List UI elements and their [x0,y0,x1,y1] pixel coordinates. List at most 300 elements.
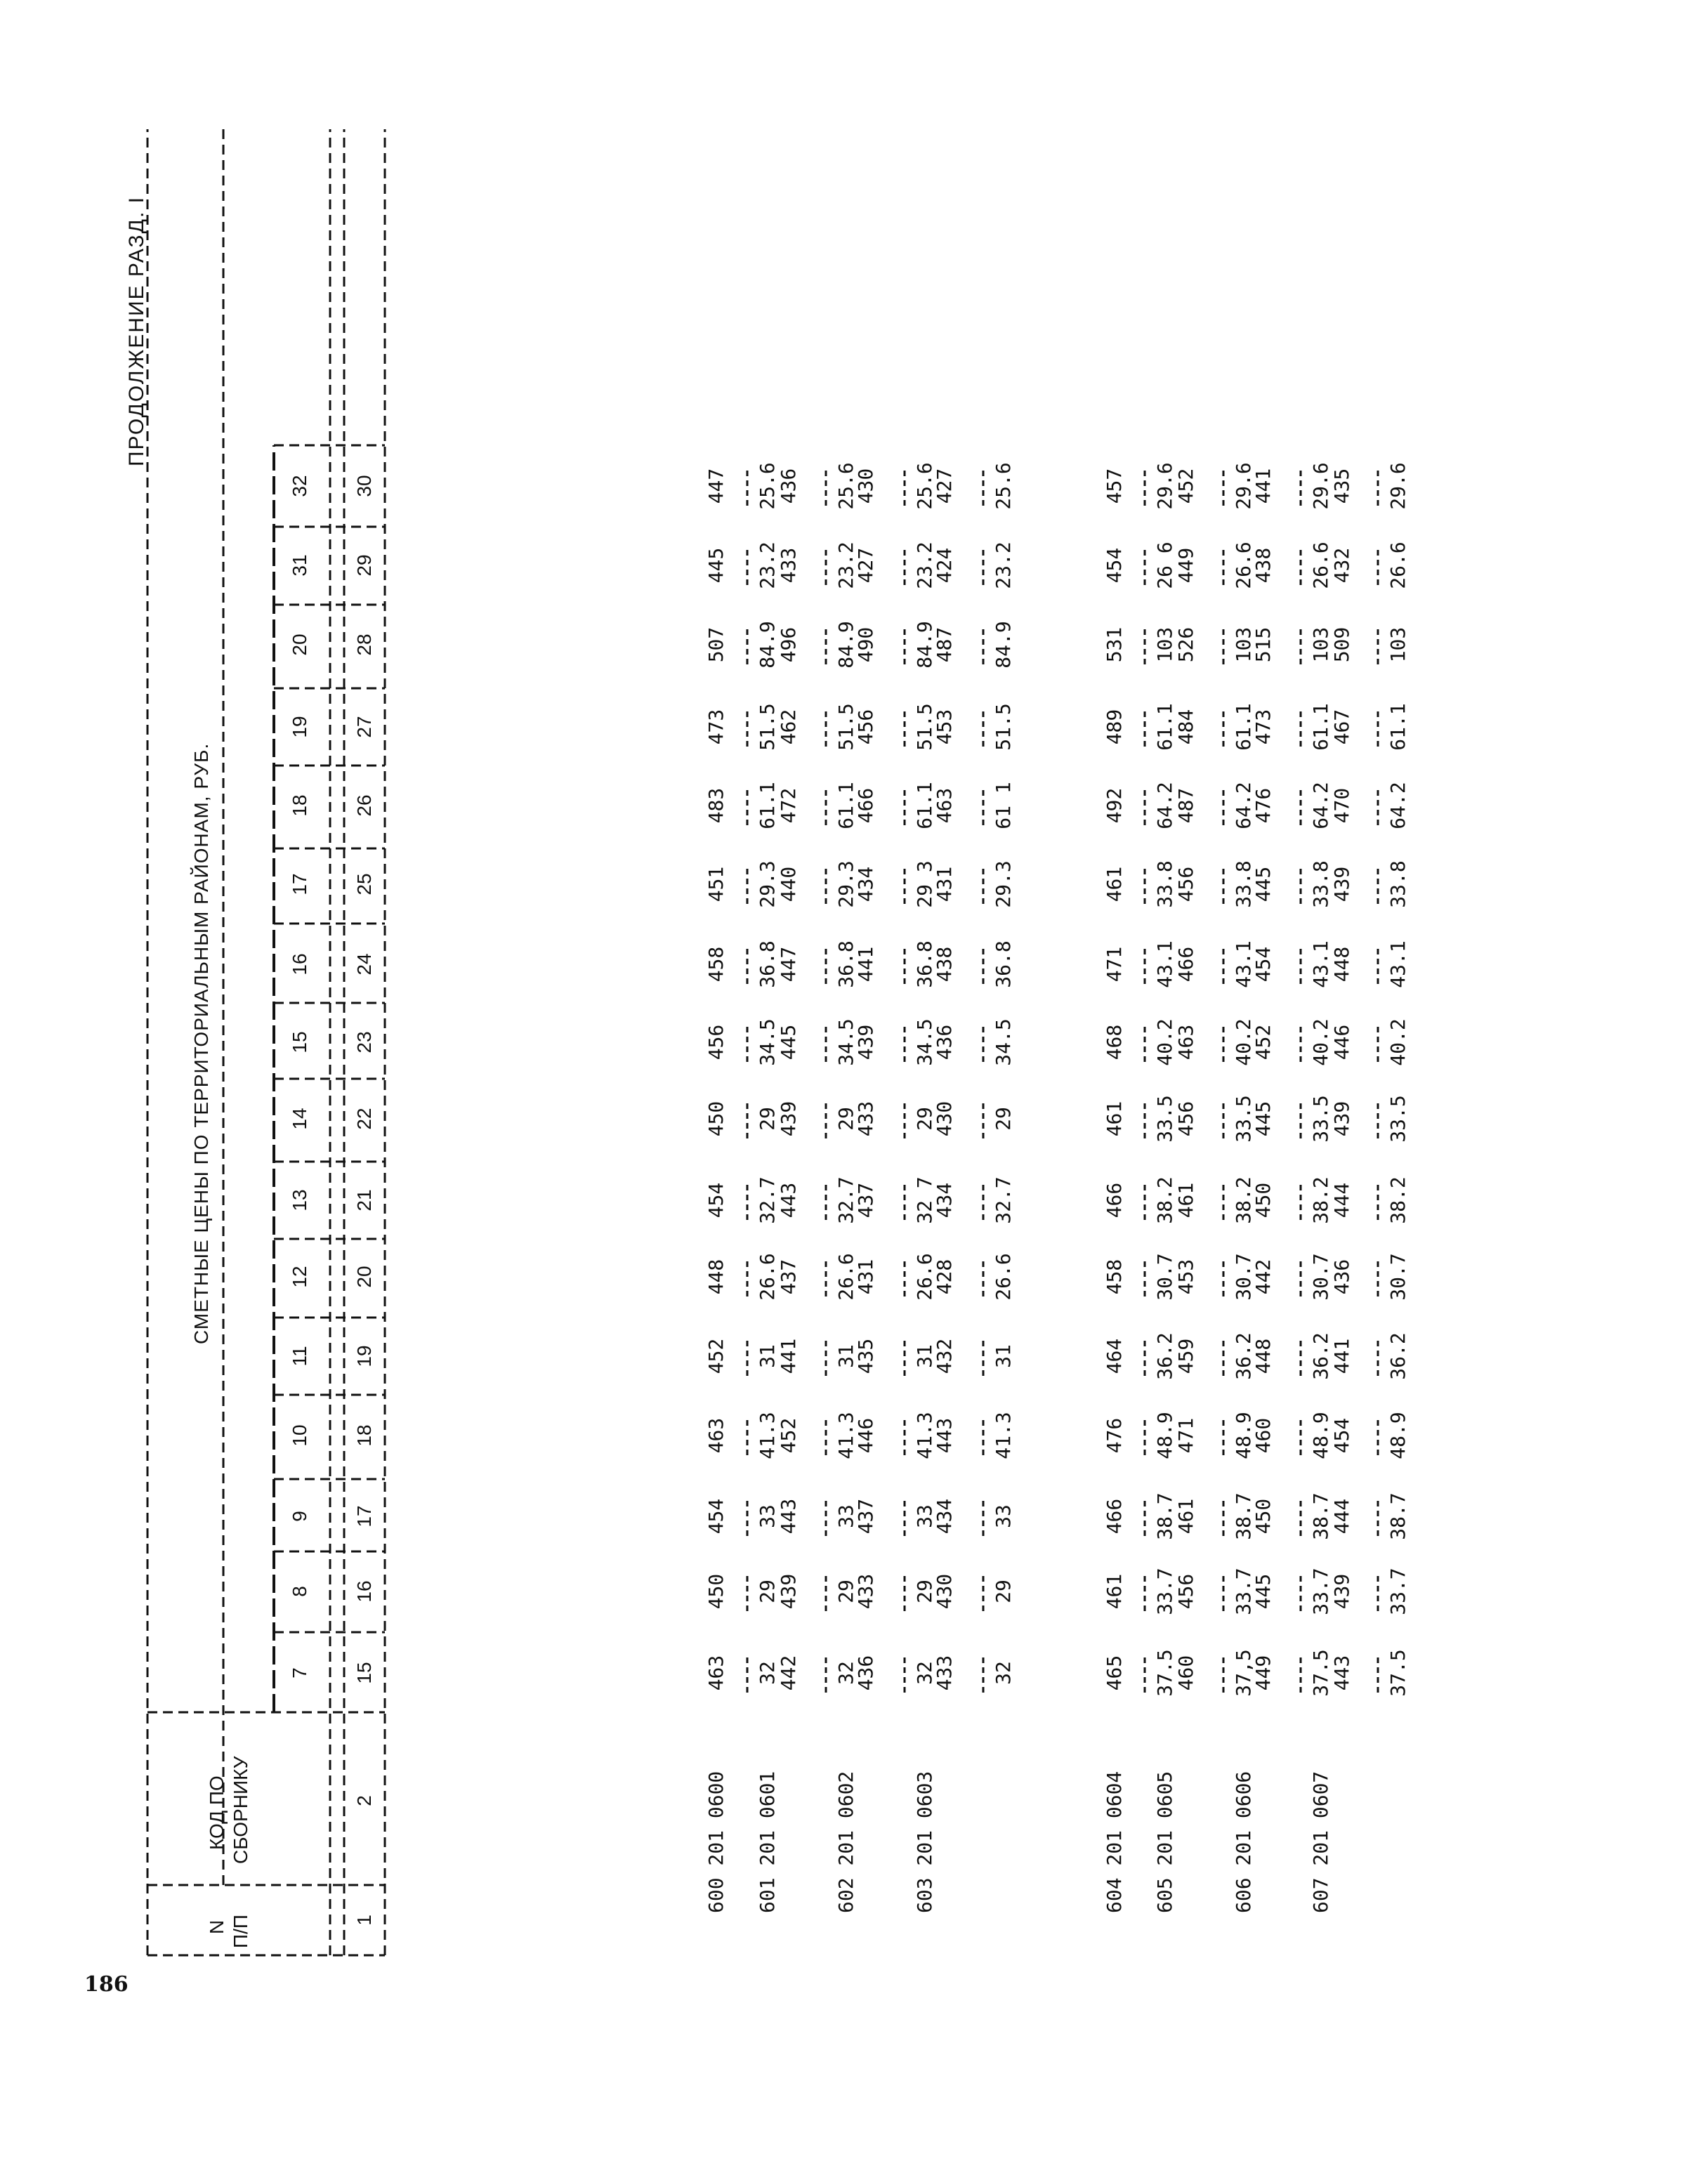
district-number: 31 [289,554,310,577]
price-cell: 451 [704,866,728,902]
price-cell: 32 [756,1661,779,1685]
price-cell: 431 [933,866,956,902]
price-cell: 450 [1252,1498,1275,1535]
price-cell: 40.2 [1232,1018,1255,1066]
district-number: 32 [289,475,310,497]
price-cell: 433 [854,1573,877,1610]
price-cell: 26.6 [1309,541,1332,589]
price-cell: 453 [933,709,956,745]
price-cell: 29 [913,1580,936,1603]
group-title: СМЕТНЫЕ ЦЕНЫ ПО ТЕРРИТОРИАЛЬНЫМ РАЙОНАМ, РУБ. [190,742,212,1344]
price-cell: 515 [1252,626,1275,663]
price-cell: 33.5 [1309,1095,1332,1143]
price-cell: 33 [756,1504,779,1528]
price-cell: 446 [854,1417,877,1454]
price-cell: 29.6 [1153,462,1176,510]
price-cell: 61.1 [756,782,779,829]
header-code-line1: КОД ПО [206,1775,228,1850]
price-cell: 433 [854,1101,877,1137]
price-cell: 443 [933,1417,956,1454]
price-cell: 453 [1174,1259,1197,1295]
price-cell: 445 [704,547,728,584]
price-cell: 36.8 [756,940,779,988]
price-cell: 445 [1252,1573,1275,1610]
price-cell: 433 [777,547,800,584]
price-cell: 435 [854,1338,877,1374]
price-cell: 466 [1103,1182,1126,1219]
price-cell: 61.1 [1309,703,1332,751]
price-cell: 33.5 [1153,1095,1176,1143]
price-cell: 458 [1103,1259,1126,1295]
price-cell: 29 [756,1580,779,1603]
price-cell: 440 [777,866,800,902]
district-number: 7 [289,1667,310,1679]
price-cell: 531 [1103,626,1126,663]
price-cell: 441 [854,946,877,983]
price-cell: 456 [704,1024,728,1061]
price-cell: 48.9 [1232,1412,1255,1459]
price-cell: 103 [1232,626,1255,663]
price-cell: 40.2 [1386,1018,1410,1066]
price-cell: 31 [992,1344,1015,1368]
price-cell: 40.2 [1153,1018,1176,1066]
price-cell: 439 [854,1024,877,1061]
district-number: 18 [289,794,310,817]
price-cell: 424 [933,547,956,584]
header-no-line2: П/П [230,1914,251,1948]
price-cell: 29.6 [1309,462,1332,510]
price-cell: 61.1 [1153,703,1176,751]
price-cell: 25.6 [992,462,1015,510]
price-cell: 461 [1103,1101,1126,1137]
price-cell: 427 [854,547,877,584]
price-cell: 34.5 [992,1018,1015,1066]
price-cell: 33 [992,1504,1015,1528]
price-cell: 32.7 [756,1176,779,1224]
price-cell: 26 6 [1153,541,1176,589]
price-cell: 41.3 [913,1412,936,1459]
price-cell: 33.7 [1386,1568,1410,1615]
price-cell: 32 7 [913,1176,936,1224]
price-cell: 458 [704,946,728,983]
price-cell: 43.1 [1386,940,1410,988]
price-cell: 103 [1386,626,1410,663]
price-cell: 443 [777,1498,800,1535]
price-cell: 432 [933,1338,956,1374]
column-index: 17 [353,1505,375,1528]
column-index: 27 [353,716,375,738]
price-cell: 434 [854,866,877,902]
price-cell: 434 [933,1498,956,1535]
price-cell: 34.5 [913,1018,936,1066]
price-cell: 38.2 [1153,1176,1176,1224]
price-cell: 61.1 [1386,703,1410,751]
price-cell: 433 [933,1655,956,1691]
price-cell: 33.8 [1153,860,1176,908]
price-cell: 452 [777,1417,800,1454]
price-cell: 439 [1330,1101,1353,1137]
price-cell: 441 [1330,1338,1353,1374]
price-cell: 467 [1330,709,1353,745]
price-cell: 61.1 [834,782,858,829]
column-index: 29 [353,554,375,577]
price-cell: 448 [1252,1338,1275,1374]
price-cell: 470 [1330,787,1353,824]
price-cell: 476 [1252,787,1275,824]
price-cell: 466 [1103,1498,1126,1535]
price-cell: 456 [854,709,877,745]
price-cell: 452 [1174,468,1197,504]
district-number: 20 [289,633,310,656]
price-cell: 29 [992,1580,1015,1603]
price-cell: 454 [704,1182,728,1219]
district-number: 15 [289,1031,310,1053]
column-index: 26 [353,794,375,817]
price-cell: 29 [992,1107,1015,1131]
price-cell: 456 [1174,866,1197,902]
price-cell: 449 [1174,547,1197,584]
price-cell: 466 [854,787,877,824]
price-cell: 468 [1103,1024,1126,1061]
price-cell: 23.2 [834,541,858,589]
price-cell: 436 [777,468,800,504]
price-cell: 33.8 [1309,860,1332,908]
price-cell: 43.1 [1232,940,1255,988]
price-cell: 25.6 [913,462,936,510]
price-cell: 441 [1252,468,1275,504]
price-cell: 463 [704,1655,728,1691]
price-cell: 41.3 [756,1412,779,1459]
price-cell: 41.3 [992,1412,1015,1459]
price-cell: 38.7 [1309,1492,1332,1540]
price-cell: 437 [854,1498,877,1535]
price-cell: 32.7 [834,1176,858,1224]
price-cell: 25.6 [834,462,858,510]
price-cell: 436 [933,1024,956,1061]
price-cell: 472 [777,787,800,824]
price-cell: 431 [854,1259,877,1295]
price-cell: 454 [1252,946,1275,983]
price-cell: 43.1 [1309,940,1332,988]
price-cell: 34.5 [834,1018,858,1066]
column-index: 15 [353,1662,375,1684]
price-cell: 509 [1330,626,1353,663]
price-cell: 61.1 [913,782,936,829]
code-cell: 606 201 0606 [1232,1771,1255,1913]
price-cell: 33.7 [1232,1568,1255,1615]
price-cell: 36.2 [1232,1332,1255,1380]
price-cell: 103 [1309,626,1332,663]
price-cell: 36.2 [1386,1332,1410,1380]
price-cell: 465 [1103,1655,1126,1691]
code-cell: 604 201 0604 [1103,1771,1126,1913]
code-cell: 603 201 0603 [913,1771,936,1913]
price-cell: 33.7 [1153,1568,1176,1615]
price-cell: 444 [1330,1498,1353,1535]
price-cell: 450 [1252,1182,1275,1219]
district-number: 17 [289,873,310,895]
column-index: 19 [353,1345,375,1367]
price-cell: 37.5 [1309,1649,1332,1697]
column-index: 28 [353,633,375,656]
price-cell: 507 [704,626,728,663]
price-cell: 51.5 [992,703,1015,751]
price-cell: 23.2 [913,541,936,589]
price-cell: 432 [1330,547,1353,584]
price-cell: 473 [704,709,728,745]
price-cell: 471 [1174,1417,1197,1454]
price-cell: 445 [1252,1101,1275,1137]
price-cell: 33 [913,1504,936,1528]
price-cell: 30.7 [1309,1253,1332,1301]
price-cell: 490 [854,626,877,663]
price-cell: 483 [704,787,728,824]
code-cell: 600 201 0600 [704,1771,728,1913]
price-cell: 61 1 [992,782,1015,829]
price-cell: 448 [1330,946,1353,983]
price-cell: 442 [1252,1259,1275,1295]
price-cell: 33.8 [1232,860,1255,908]
price-cell: 64.2 [1232,782,1255,829]
price-cell: 26.6 [834,1253,858,1301]
price-cell: 23.2 [992,541,1015,589]
price-cell: 434 [933,1182,956,1219]
price-cell: 463 [933,787,956,824]
price-cell: 23.2 [756,541,779,589]
code-cell: 602 201 0602 [834,1771,858,1913]
price-cell: 48.9 [1309,1412,1332,1459]
price-cell: 496 [777,626,800,663]
price-cell: 32 [992,1661,1015,1685]
price-cell: 29 3 [913,860,936,908]
price-cell: 31 [913,1344,936,1368]
price-cell: 450 [704,1101,728,1137]
price-cell: 51.5 [756,703,779,751]
price-cell: 436 [1330,1259,1353,1295]
price-cell: 428 [933,1259,956,1295]
price-cell: 38.2 [1232,1176,1255,1224]
price-cell: 437 [777,1259,800,1295]
price-cell: 442 [777,1655,800,1691]
column-index: 23 [353,1031,375,1053]
price-cell: 32.7 [992,1176,1015,1224]
price-cell: 464 [1103,1338,1126,1374]
price-cell: 484 [1174,709,1197,745]
price-cell: 84.9 [913,621,936,669]
column-index: 21 [353,1189,375,1212]
code-cell: 601 201 0601 [756,1771,779,1913]
price-cell: 38.7 [1153,1492,1176,1540]
price-cell: 61.1 [1232,703,1255,751]
column-index: 30 [353,475,375,497]
price-cell: 32 [913,1661,936,1685]
district-number: 11 [289,1346,310,1367]
price-cell: 454 [704,1498,728,1535]
price-cell: 454 [1103,547,1126,584]
price-cell: 64.2 [1309,782,1332,829]
price-cell: 33 [834,1504,858,1528]
continuation-label: ПРОДОЛЖЕНИЕ РАЗД. I [125,196,148,466]
price-cell: 462 [777,709,800,745]
price-cell: 452 [1252,1024,1275,1061]
district-number: 8 [289,1586,310,1597]
column-index: 18 [353,1424,375,1447]
price-cell: 84.9 [992,621,1015,669]
column-index: 24 [353,953,375,976]
price-cell: 38.7 [1386,1492,1410,1540]
price-cell: 38.2 [1309,1176,1332,1224]
price-cell: 473 [1252,709,1275,745]
price-cell: 437 [854,1182,877,1219]
price-cell: 32 [834,1661,858,1685]
price-cell: 36.8 [834,940,858,988]
price-cell: 461 [1103,1573,1126,1610]
price-cell: 487 [1174,787,1197,824]
price-cell: 41.3 [834,1412,858,1459]
price-cell: 427 [933,468,956,504]
price-cell: 36.8 [992,940,1015,988]
price-cell: 84.9 [834,621,858,669]
price-cell: 26.6 [756,1253,779,1301]
price-cell: 466 [1174,946,1197,983]
column-index: 1 [353,1915,375,1926]
price-cell: 436 [854,1655,877,1691]
price-cell: 447 [777,946,800,983]
price-cell: 461 [1103,866,1126,902]
price-cell: 430 [933,1101,956,1137]
price-cell: 33.7 [1309,1568,1332,1615]
price-cell: 33.8 [1386,860,1410,908]
price-cell: 43.1 [1153,940,1176,988]
header-no-line1: N [206,1919,228,1934]
price-cell: 449 [1252,1655,1275,1691]
price-cell: 37.5 [1386,1649,1410,1697]
price-cell: 84.9 [756,621,779,669]
price-cell: 29.6 [1386,462,1410,510]
price-cell: 38.7 [1232,1492,1255,1540]
price-cell: 29 [834,1107,858,1131]
price-cell: 445 [777,1024,800,1061]
price-cell: 430 [854,468,877,504]
price-cell: 452 [704,1338,728,1374]
price-cell: 461 [1174,1182,1197,1219]
price-cell: 29.3 [834,860,858,908]
price-cell: 526 [1174,626,1197,663]
district-number: 9 [289,1511,310,1522]
price-cell: 492 [1103,787,1126,824]
price-cell: 487 [933,626,956,663]
price-cell: 459 [1174,1338,1197,1374]
price-cell: 30.7 [1153,1253,1176,1301]
price-cell: 461 [1174,1498,1197,1535]
column-index: 25 [353,873,375,895]
price-cell: 476 [1103,1417,1126,1454]
price-cell: 457 [1103,468,1126,504]
price-cell: 51.5 [913,703,936,751]
price-cell: 37,5 [1232,1649,1255,1697]
price-cell: 456 [1174,1573,1197,1610]
price-cell: 26.6 [1232,541,1255,589]
price-cell: 445 [1252,866,1275,902]
price-cell: 64.2 [1386,782,1410,829]
price-cell: 430 [933,1573,956,1610]
district-number: 12 [289,1266,310,1288]
code-cell: 605 201 0605 [1153,1771,1176,1913]
price-cell: 30.7 [1232,1253,1255,1301]
price-cell: 29 [913,1107,936,1131]
price-cell: 489 [1103,709,1126,745]
price-cell: 33.5 [1386,1095,1410,1143]
price-cell: 38.2 [1386,1176,1410,1224]
price-cell: 438 [1252,547,1275,584]
price-cell: 29.3 [992,860,1015,908]
district-number: 10 [289,1424,310,1447]
price-cell: 25.6 [756,462,779,510]
price-cell: 463 [1174,1024,1197,1061]
price-cell: 48.9 [1386,1412,1410,1459]
price-cell: 463 [704,1417,728,1454]
district-number: 13 [289,1189,310,1212]
price-cell: 29.6 [1232,462,1255,510]
price-cell: 439 [1330,866,1353,902]
price-cell: 450 [704,1573,728,1610]
price-cell: 34.5 [756,1018,779,1066]
price-cell: 64.2 [1153,782,1176,829]
price-cell: 48.9 [1153,1412,1176,1459]
price-cell: 31 [756,1344,779,1368]
price-cell: 26.6 [913,1253,936,1301]
price-cell: 31 [834,1344,858,1368]
price-cell: 443 [1330,1655,1353,1691]
price-cell: 435 [1330,468,1353,504]
column-index: 20 [353,1266,375,1288]
price-cell: 36.2 [1309,1332,1332,1380]
district-number: 16 [289,953,310,976]
price-cell: 441 [777,1338,800,1374]
price-cell: 103 [1153,626,1176,663]
price-cell: 30.7 [1386,1253,1410,1301]
price-cell: 456 [1174,1101,1197,1137]
price-cell: 51.5 [834,703,858,751]
price-cell: 454 [1330,1417,1353,1454]
price-cell: 37.5 [1153,1649,1176,1697]
price-cell: 29.3 [756,860,779,908]
price-cell: 36.8 [913,940,936,988]
price-cell: 26.6 [992,1253,1015,1301]
price-cell: 460 [1252,1417,1275,1454]
header-code-line2: СБОРНИКУ [230,1756,251,1864]
column-index: 2 [353,1795,375,1806]
price-cell: 471 [1103,946,1126,983]
price-cell: 443 [777,1182,800,1219]
price-cell: 448 [704,1259,728,1295]
price-cell: 444 [1330,1182,1353,1219]
price-cell: 439 [777,1573,800,1610]
price-cell: 33.5 [1232,1095,1255,1143]
price-cell: 447 [704,468,728,504]
page-number: 186 [84,1972,129,1997]
price-cell: 446 [1330,1024,1353,1061]
price-cell: 439 [777,1101,800,1137]
district-number: 14 [289,1108,310,1130]
price-cell: 460 [1174,1655,1197,1691]
price-cell: 40.2 [1309,1018,1332,1066]
column-index: 22 [353,1108,375,1130]
price-cell: 29 [756,1107,779,1131]
code-cell: 607 201 0607 [1309,1771,1332,1913]
price-cell: 26.6 [1386,541,1410,589]
price-cell: 438 [933,946,956,983]
